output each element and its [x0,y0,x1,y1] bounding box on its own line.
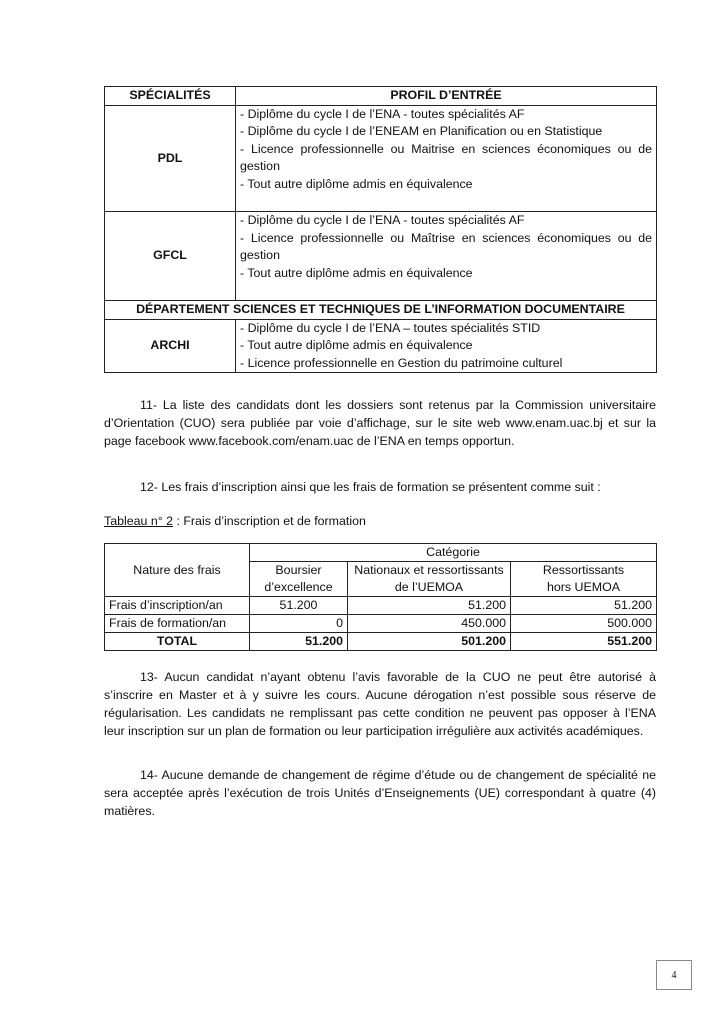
total-row [105,633,657,651]
profil-line: - Diplôme du cycle I de l’ENA - toutes spécialités AF [240,213,525,227]
table-row [105,597,657,615]
specialite-cell: ARCHI [105,319,236,373]
header-boursier: Boursier d’excellence [250,562,348,597]
total-label: TOTAL [105,633,250,651]
profil-cell [236,105,657,212]
value-cell: 51.200 [511,597,657,615]
specialite-cell: GFCL [105,212,236,301]
paragraph-12: 12- Les frais d’inscription ainsi que les frais de formation se présentent comme suit : [140,480,601,494]
entry-profile-table [104,86,657,373]
header-specialites: SPÉCIALITÉS [105,87,236,106]
department-row [105,301,657,320]
total-value: 51.200 [250,633,348,651]
paragraph-14: 14- Aucune demande de changement de régime d’étude ou de changement de spécialité ne sera acceptée après l’exécution de trois Unités d’Enseignements (UE) correspondant à quatre (4) matières. [104,768,656,818]
profil-line: - Tout autre diplôme admis en équivalence [240,265,473,280]
table-caption [104,512,366,530]
table-header-row [105,87,657,106]
table-row [105,212,657,301]
page-number: 4 [656,960,692,990]
header-profil-entree: PROFIL D’ENTRÉE [236,87,657,106]
total-value: 501.200 [348,633,511,651]
table-row [105,615,657,633]
value-cell: 51.200 [348,597,511,615]
profil-cell [236,212,657,301]
header-ressortissants: Ressortissants hors UEMOA [511,562,657,597]
value-cell: 500.000 [511,615,657,633]
table-header-row [105,544,657,562]
profil-line: - Tout autre diplôme admis en équivalence [240,338,473,352]
row-label: Frais de formation/an [105,615,250,633]
row-label: Frais d’inscription/an [105,597,250,615]
specialite-cell: PDL [105,105,236,212]
header-nature-frais: Nature des frais [105,544,250,597]
paragraph-13: 13- Aucun candidat n’ayant obtenu l’avis favorable de la CUO ne peut être autorisé à s’inscrire en Master et à y suivre les cours. Aucune dérogation n’est possible sous réserve de régularisation. Les candidats ne remplissant pas cette condition ne peuvent pas opposer à l’ENA leur inscription sur un plan de formation ou leur participation irrégulière aux activités académiques. [104,670,656,738]
profil-cell [236,319,657,373]
header-categorie: Catégorie [250,544,657,562]
table-row [105,105,657,212]
profil-line: - Diplôme du cycle I de l’ENA - toutes spécialités AF [240,106,525,121]
caption-text: : Frais d’inscription et de formation [173,514,366,528]
value-cell: 51.200 [250,597,348,615]
profil-line: - Licence professionnelle en Gestion du patrimoine culturel [240,355,563,370]
value-cell: 450.000 [348,615,511,633]
profil-line: - Diplôme du cycle I de l’ENA – toutes spécialités STID [240,320,541,335]
profil-line: - Licence professionnelle ou Maitrise en sciences économiques ou de gestion [240,141,652,173]
total-value: 551.200 [511,633,657,651]
fees-table [104,543,657,651]
table-row [105,319,657,373]
paragraph-11: 11- La liste des candidats dont les dossiers sont retenus par la Commission universitaire d’Orientation (CUO) sera publiée par voie d’affichage, sur le site web www.enam.uac.bj et sur la page facebook www.facebook.com/enam.uac de l’ENA en temps opportun. [104,398,656,448]
profil-line: - Tout autre diplôme admis en équivalence [240,176,473,191]
value-cell: 0 [250,615,348,633]
profil-line: - Diplôme du cycle I de l’ENEAM en Planification ou en Statistique [240,124,603,138]
caption-label: Tableau n° 2 [104,514,174,528]
profil-line: - Licence professionnelle ou Maîtrise en sciences économiques ou de gestion [240,230,652,262]
department-heading: DÉPARTEMENT SCIENCES ET TECHNIQUES DE L’INFORMATION DOCUMENTAIRE [105,301,657,320]
header-nationaux: Nationaux et ressortissants de l’UEMOA [348,562,511,597]
